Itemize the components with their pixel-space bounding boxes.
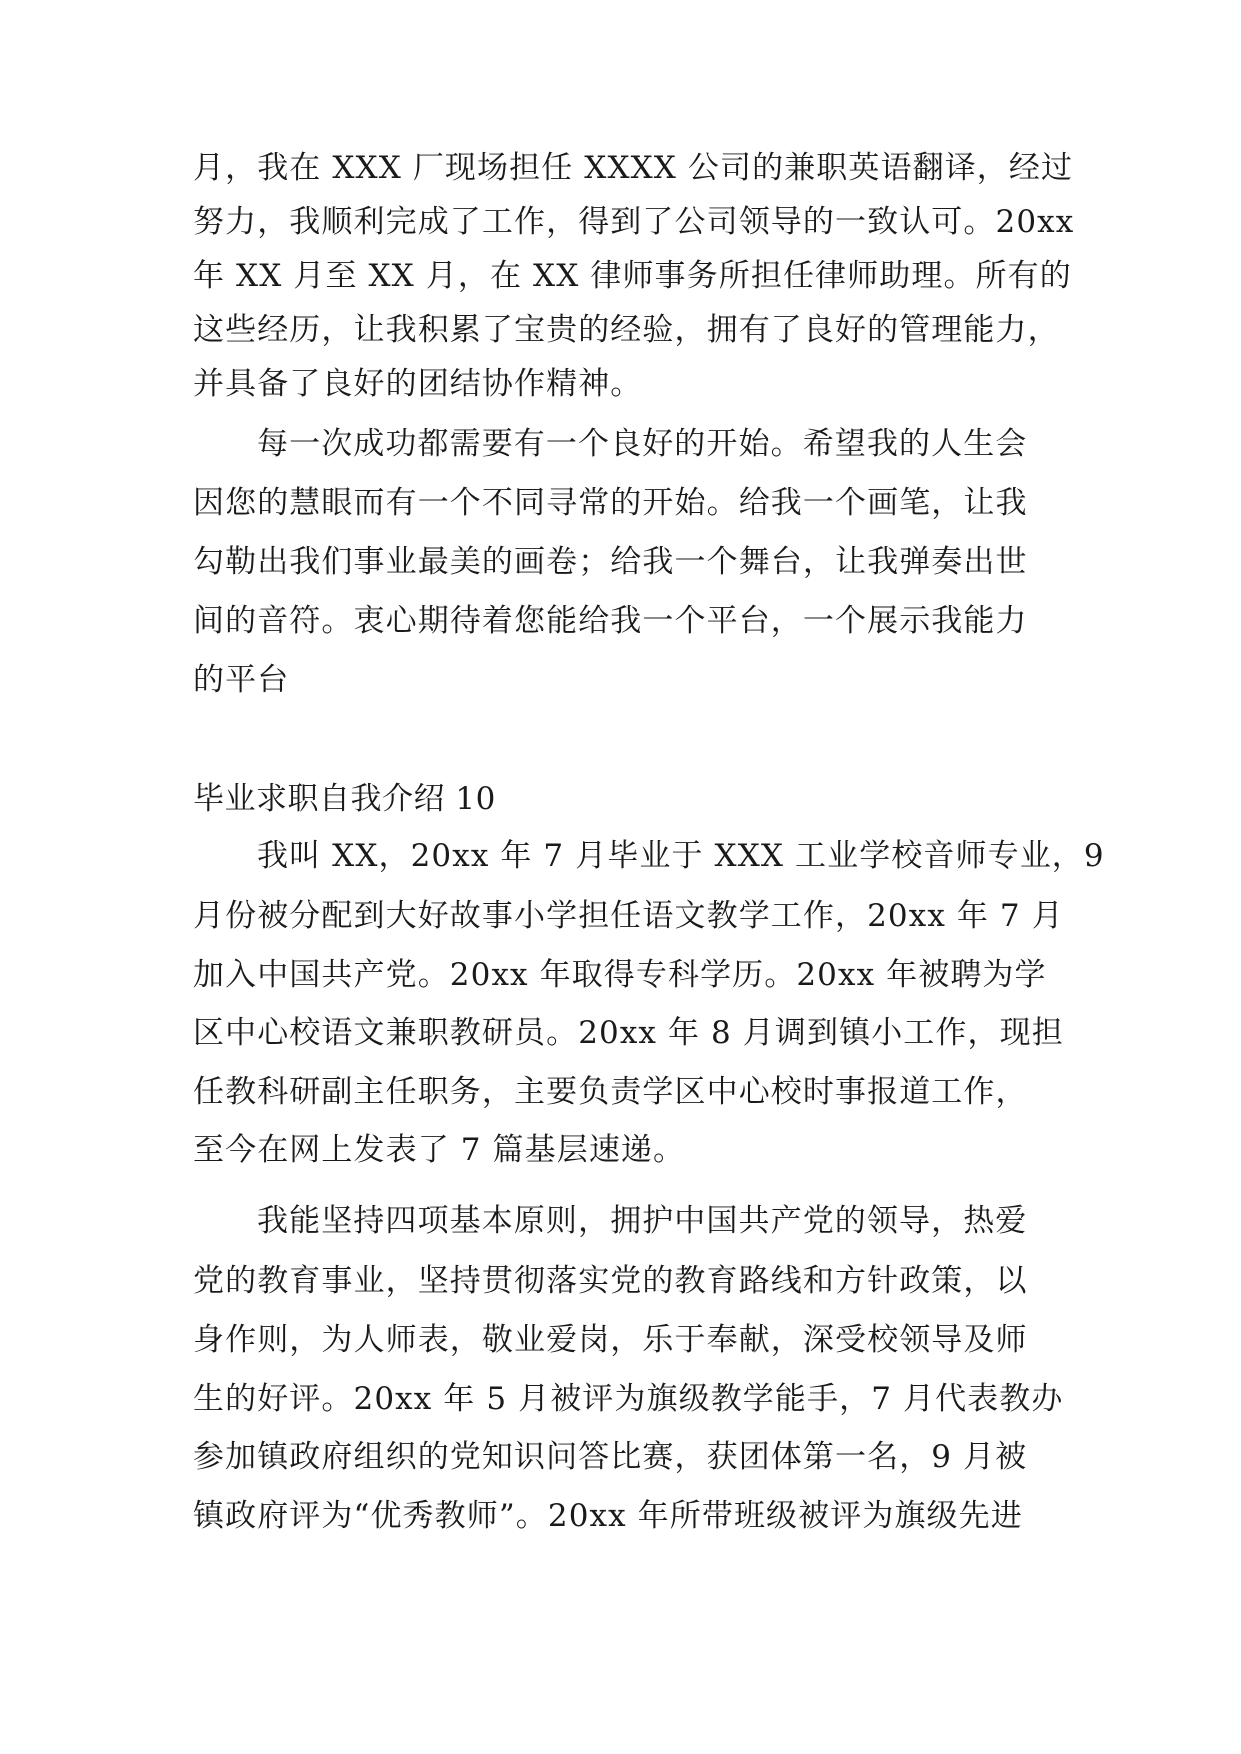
paragraph-line: 间的音符。衷心期待着您能给我一个平台，一个展示我能力 — [193, 603, 1028, 639]
paragraph-line: 我叫 XX，20xx 年 7 月毕业于 XXX 工业学校音师专业，9 — [257, 838, 1105, 874]
paragraph-line: 这些经历，让我积累了宝贵的经验，拥有了良好的管理能力， — [193, 312, 1060, 348]
paragraph-line: 每一次成功都需要有一个良好的开始。希望我的人生会 — [257, 426, 1028, 462]
paragraph-line: 年 XX 月至 XX 月，在 XX 律师事务所担任律师助理。所有的 — [193, 258, 1072, 294]
section-title: 毕业求职自我介绍 10 — [193, 781, 496, 817]
paragraph-line: 加入中国共产党。20xx 年取得专科学历。20xx 年被聘为学 — [193, 957, 1047, 993]
paragraph-line: 镇政府评为“优秀教师”。20xx 年所带班级被评为旗级先进 — [193, 1498, 1023, 1534]
paragraph-line: 任教科研副主任职务，主要负责学区中心校时事报道工作， — [193, 1074, 1028, 1110]
paragraph-line: 区中心校语文兼职教研员。20xx 年 8 月调到镇小工作，现担 — [193, 1015, 1064, 1051]
paragraph-line: 因您的慧眼而有一个不同寻常的开始。给我一个画笔，让我 — [193, 485, 1028, 521]
paragraph-line: 月份被分配到大好故事小学担任语文教学工作，20xx 年 7 月 — [193, 898, 1064, 934]
paragraph-line: 身作则，为人师表，敬业爱岗，乐于奉献，深受校领导及师 — [193, 1322, 1028, 1358]
paragraph-line: 努力，我顺利完成了工作，得到了公司领导的一致认可。20xx — [193, 204, 1075, 240]
paragraph-line: 的平台 — [193, 662, 290, 698]
paragraph-line: 并具备了良好的团结协作精神。 — [193, 366, 643, 402]
paragraph-line: 月，我在 XXX 厂现场担任 XXXX 公司的兼职英语翻译，经过 — [193, 150, 1074, 186]
paragraph-line: 生的好评。20xx 年 5 月被评为旗级教学能手，7 月代表教办 — [193, 1381, 1064, 1417]
paragraph-line: 我能坚持四项基本原则，拥护中国共产党的领导，热爱 — [257, 1203, 1028, 1239]
paragraph-line: 党的教育事业，坚持贯彻落实党的教育路线和方针政策，以 — [193, 1263, 1028, 1299]
paragraph-line: 勾勒出我们事业最美的画卷；给我一个舞台，让我弹奏出世 — [193, 544, 1028, 580]
paragraph-line: 至今在网上发表了 7 篇基层速递。 — [193, 1132, 686, 1168]
paragraph-line: 参加镇政府组织的党知识问答比赛，获团体第一名，9 月被 — [193, 1439, 1028, 1475]
